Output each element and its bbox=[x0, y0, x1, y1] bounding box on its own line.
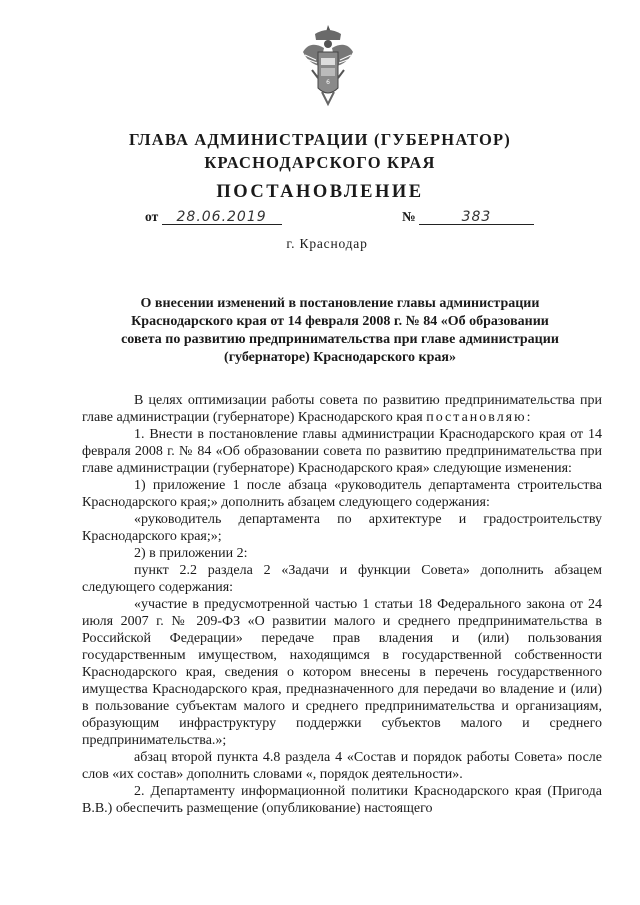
preamble-decree-word: постановляю: bbox=[426, 410, 533, 425]
date-label: от bbox=[145, 209, 159, 224]
coat-of-arms-icon bbox=[300, 22, 356, 134]
authority-title: ГЛАВА АДМИНИСТРАЦИИ (ГУБЕРНАТОР) bbox=[129, 130, 511, 149]
date-value: 28.06.2019 bbox=[162, 210, 282, 225]
number-value: 383 bbox=[419, 210, 534, 225]
paragraph-preamble bbox=[82, 392, 602, 426]
paragraph-item-2: 2. Департаменту информационной политики Краснодарского края (Пригода В.В.) обеспечить размещение (опубликование) настоящего bbox=[82, 784, 602, 816]
svg-text:6: 6 bbox=[326, 79, 330, 86]
authority-region: КРАСНОДАРСКОГО КРАЯ bbox=[204, 153, 436, 172]
paragraph-subitem-1: 1) приложение 1 после абзаца «руководитель департамента строительства Краснодарского края;» дополнить абзацем следующего содержания: bbox=[82, 478, 602, 510]
number-label: № bbox=[402, 209, 416, 224]
preamble-text: В целях оптимизации работы совета по развитию предпринимательства при главе администрации (губернаторе) Краснодарского края bbox=[82, 393, 602, 425]
paragraph-quote-1: «руководитель департамента по архитектуре и градостроительству Краснодарского края;»; bbox=[82, 512, 602, 544]
document-type: ПОСТАНОВЛЕНИЕ bbox=[216, 182, 424, 202]
date-field bbox=[145, 209, 282, 225]
document-body bbox=[82, 392, 602, 817]
document-title: О внесении изменений в постановление главы администрации Краснодарского края от 14 февраля 2008 г. № 84 «Об образовании совета по развитию предпринимательства при главе администрации (губернаторе) Краснодарского края» bbox=[121, 296, 559, 365]
paragraph-point-4-8: абзац второй пункта 4.8 раздела 4 «Состав и порядок работы Совета» после слов «их состав» дополнить словами «, порядок деятельности». bbox=[82, 750, 602, 782]
paragraph-point-2-2: пункт 2.2 раздела 2 «Задачи и функции Совета» дополнить абзацем следующего содержания: bbox=[82, 563, 602, 595]
paragraph-item-1: 1. Внести в постановление главы администрации Краснодарского края от 14 февраля 2008 г. № 84 «Об образовании совета по развитию предпринимательства при главе администрации (губернаторе) Краснодарского края» следующие изменения: bbox=[82, 427, 602, 476]
paragraph-subitem-2: 2) в приложении 2: bbox=[134, 546, 248, 561]
number-field bbox=[402, 209, 534, 225]
paragraph-quote-2: «участие в предусмотренной частью 1 статьи 18 Федерального закона от 24 июля 2007 г. № 209-ФЗ «О развитии малого и среднего предпринимательства в Российской Федерации» передаче прав владения и (или) пользования государственным имуществом, находящимся в государственной собственности Краснодарского края, сведения о котором внесены в перечень государственного имущества Краснодарского края, предназначенного для передачи во владение и (или) в пользование субъектам малого и среднего предпринимательства и организациям, образующим инфраструктуру поддержки субъектов малого и среднего предпринимательства.»; bbox=[82, 597, 602, 748]
city: г. Краснодар bbox=[286, 236, 368, 251]
